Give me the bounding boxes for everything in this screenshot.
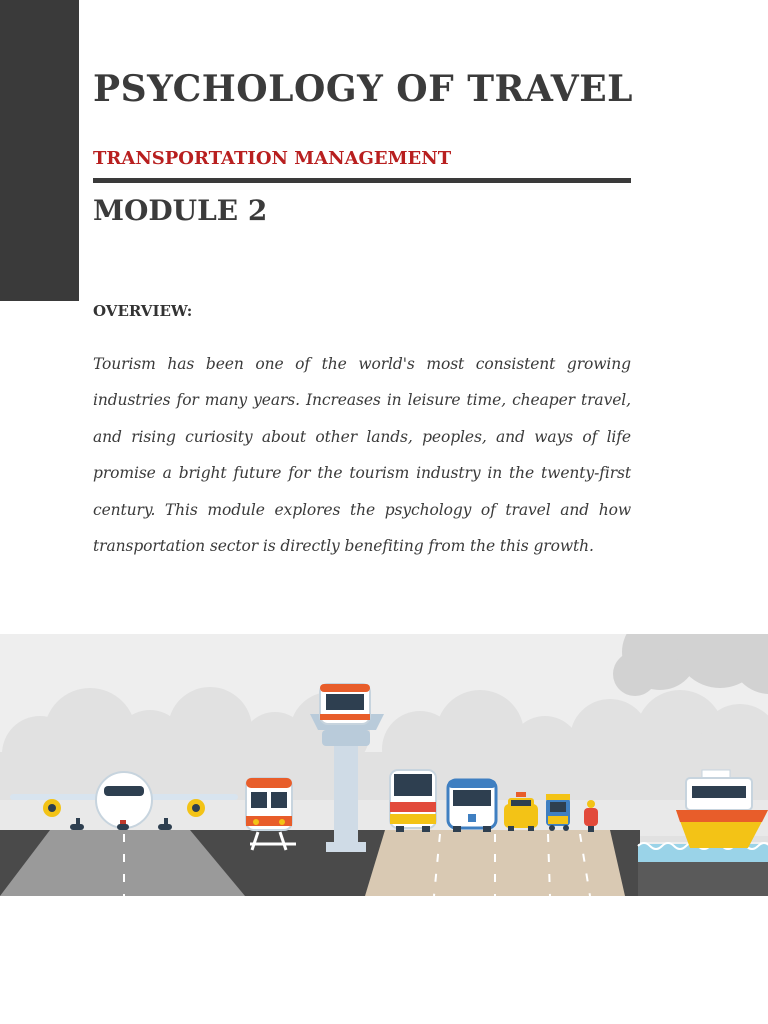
bus-icon — [390, 770, 436, 832]
overview-heading: OVERVIEW: — [93, 302, 193, 320]
tuk-tuk-icon — [546, 794, 570, 831]
bus-icon — [448, 780, 496, 832]
page-subtitle: TRANSPORTATION MANAGEMENT — [93, 148, 452, 169]
bus-icon — [320, 684, 370, 724]
page-title: PSYCHOLOGY OF TRAVEL — [93, 68, 633, 110]
transport-illustration — [0, 634, 768, 896]
module-label: MODULE 2 — [93, 194, 268, 227]
overview-paragraph: Tourism has been one of the world's most consistent growing industries for many years. Increases in leisure time, cheaper travel, and rising curiosity about other lands, peoples, and ways of life promise a bright future for the tourism industry in the twenty-first century. This module explores the psychology of travel and how transportation sector is directly benefiting from the this growth. — [93, 355, 631, 556]
side-accent-bar — [0, 0, 79, 301]
title-divider — [93, 178, 631, 183]
